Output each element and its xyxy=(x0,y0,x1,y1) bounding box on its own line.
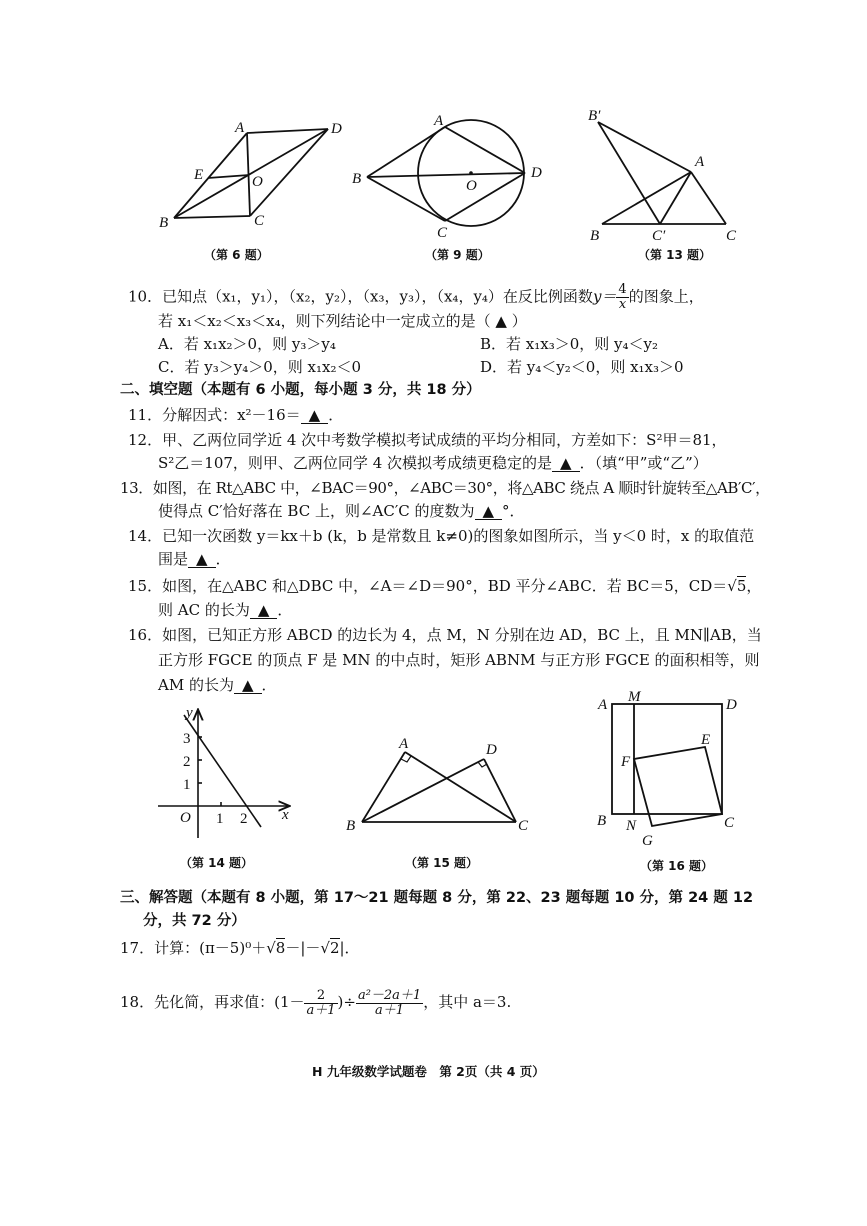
q10-option-d: D．若 y₄＜y₂＜0，则 x₁x₃＞0 xyxy=(480,358,684,376)
q15-sqrt-sign: √ xyxy=(727,577,737,595)
fig16-label-E: E xyxy=(701,732,711,748)
q18 xyxy=(120,985,511,1019)
q13-line1: 13．如图，在 Rt△ABC 中，∠BAC＝90°，∠ABC＝30°，将△ABC 绕点 A 顺时针旋转至△AB′C′， xyxy=(120,479,770,497)
q10-frac-num: 4 xyxy=(618,282,627,297)
q10-func-y: y＝ xyxy=(592,287,617,306)
fig6-label-C: C xyxy=(254,213,265,229)
q12-text-b: ．（填“甲”或“乙”） xyxy=(579,454,708,472)
q17-text-b: －|－ xyxy=(285,939,321,957)
fig16-label-N: N xyxy=(626,818,637,834)
q18-frac2-num: a²－2a＋1 xyxy=(357,987,422,1003)
q15-line2 xyxy=(158,600,292,620)
fig16-label-D: D xyxy=(726,697,737,713)
q11-answer-blank: ▲ xyxy=(301,407,329,424)
q12-text-a: S²乙＝107，则甲、乙两位同学 4 次模拟考成绩更稳定的是 xyxy=(158,454,553,472)
q13-text-a: 使得点 C′恰好落在 BC 上，则∠AC′C 的度数为 xyxy=(158,502,475,520)
q14-answer-blank: ▲ xyxy=(188,551,216,568)
section-3-heading-line2: 分，共 72 分） xyxy=(143,913,246,929)
q16-text-a: AM 的长为 xyxy=(158,676,234,694)
fig14-tick-y2: 2 xyxy=(183,754,191,770)
q10-fraction xyxy=(616,283,628,312)
section-3-heading-line1: 三、解答题（本题有 8 小题，第 17～21 题每题 8 分，第 22、23 题每题 10 分，第 24 题 12 xyxy=(120,890,754,906)
q16-text-b: ． xyxy=(261,676,277,694)
q16-line2: 正方形 FGCE 的顶点 F 是 MN 的中点时，矩形 ABNM 与正方形 FGCE 的面积相等，则 xyxy=(158,651,760,669)
q18-frac2-den: a＋1 xyxy=(375,1002,405,1018)
fig16-label-F: F xyxy=(621,754,631,770)
q12-answer-blank: ▲ xyxy=(552,455,580,472)
q17-text-a: 17．计算：(π－5)⁰＋ xyxy=(120,939,267,957)
fig6-label-D: D xyxy=(331,121,342,137)
q11-end: ． xyxy=(328,406,344,424)
fig16-label-M: M xyxy=(628,689,641,705)
q17-text-c: |． xyxy=(339,939,360,957)
q18-fraction-1 xyxy=(304,989,337,1018)
fig13-label-B: B xyxy=(590,228,600,244)
fig6-caption: （第 6 题） xyxy=(204,248,269,262)
q15-line1 xyxy=(128,574,761,598)
fig6-label-A: A xyxy=(235,120,245,136)
fig14-label-x: x xyxy=(282,807,289,823)
fig9-caption: （第 9 题） xyxy=(425,248,490,262)
q16-answer-blank: ▲ xyxy=(234,677,262,694)
q16-line3 xyxy=(158,675,277,695)
fig6-label-O: O xyxy=(252,174,263,190)
q12-line1: 12．甲、乙两位同学近 4 次中考数学模拟考试成绩的平均分相同，方差如下：S²甲＝81， xyxy=(128,431,727,449)
fig6-label-E: E xyxy=(194,167,204,183)
figure-16-squares xyxy=(590,688,750,849)
fig15-label-B: B xyxy=(346,818,356,834)
q11 xyxy=(128,405,343,425)
q17-sqrt8: 8 xyxy=(275,939,286,957)
q12-line2 xyxy=(158,453,708,473)
fig15-label-C: C xyxy=(518,818,529,834)
fig16-label-A: A xyxy=(598,697,608,713)
fig9-label-B: B xyxy=(352,171,362,187)
fig14-tick-y3: 3 xyxy=(183,731,191,747)
fig9-label-O: O xyxy=(466,178,477,194)
q10-option-b: B．若 x₁x₃＞0，则 y₄＜y₂ xyxy=(480,335,659,353)
q15-text-a: 15．如图，在△ABC 和△DBC 中，∠A＝∠D＝90°，BD 平分∠ABC．若 BC＝5，CD＝ xyxy=(128,577,728,595)
fig16-label-G: G xyxy=(642,833,653,849)
q10-option-c: C．若 y₃＞y₄＞0，则 x₁x₂＜0 xyxy=(158,358,362,376)
fig15-label-D: D xyxy=(486,742,497,758)
q10-stem-a: 10．已知点（x₁，y₁），（x₂，y₂），（x₃，y₃），（x₄，y₄）在反比例函数 xyxy=(128,287,593,306)
figure-6-parallelogram xyxy=(150,115,350,245)
fig14-tick-x2: 2 xyxy=(240,811,248,827)
q18-frac1-num: 2 xyxy=(304,989,337,1004)
fig13-label-C: C xyxy=(726,228,737,244)
q18-text-a: 18．先化简，再求值：(1－ xyxy=(120,993,305,1011)
q17-sqrt-sign-2: √ xyxy=(320,939,330,957)
figure-9-circle-kite xyxy=(345,105,555,245)
q15-text-d: ． xyxy=(277,601,293,619)
fig14-label-O: O xyxy=(180,810,191,826)
q10-line1 xyxy=(128,283,704,312)
fig14-tick-y1: 1 xyxy=(183,777,191,793)
fig15-label-A: A xyxy=(399,736,409,752)
fig14-caption: （第 14 题） xyxy=(180,856,254,870)
q13-text-b: °． xyxy=(502,502,525,520)
q17-sqrt2: 2 xyxy=(329,939,340,957)
q14-text-a: 围是 xyxy=(158,550,189,568)
q18-fraction-2 xyxy=(356,989,423,1018)
fig13-caption: （第 13 题） xyxy=(638,248,712,262)
fig15-caption: （第 15 题） xyxy=(405,856,479,870)
q18-text-b: )÷ xyxy=(337,993,356,1011)
fig9-label-A: A xyxy=(434,113,444,129)
q14-line1: 14．已知一次函数 y＝kx＋b (k，b 是常数且 k≠0)的图象如图所示，当 y＜0 时，x 的取值范 xyxy=(128,527,755,545)
q18-frac1-den: a＋1 xyxy=(306,1002,336,1018)
q15-answer-blank: ▲ xyxy=(250,602,278,619)
q16-line1: 16．如图，已知正方形 ABCD 的边长为 4，点 M，N 分别在边 AD，BC 上，且 MN∥AB，当 xyxy=(128,626,762,644)
figure-13-rotated-triangle xyxy=(580,100,750,245)
q10-line2: 若 x₁＜x₂＜x₃＜x₄，则下列结论中一定成立的是（ ▲ ） xyxy=(158,312,527,330)
fig14-tick-x1: 1 xyxy=(216,811,224,827)
fig14-label-y: y xyxy=(186,705,193,721)
q15-text-b: ， xyxy=(746,577,762,595)
fig6-label-B: B xyxy=(159,215,169,231)
section-2-heading: 二、填空题（本题有 6 小题，每小题 3 分，共 18 分） xyxy=(120,382,481,398)
q18-text-c: ，其中 a＝3. xyxy=(423,993,512,1011)
q10-frac-den: x xyxy=(618,297,627,312)
q10-stem-b: 的图象上， xyxy=(628,287,704,306)
fig13-label-Cprime: C′ xyxy=(652,228,666,244)
figure-14-line-graph xyxy=(150,703,300,843)
q14-text-b: ． xyxy=(215,550,231,568)
figure-15-two-right-triangles xyxy=(340,730,540,840)
fig9-label-C: C xyxy=(437,225,448,241)
fig16-label-C: C xyxy=(724,815,735,831)
q13-answer-blank: ▲ xyxy=(475,503,503,520)
fig16-label-B: B xyxy=(597,813,607,829)
fig16-caption: （第 16 题） xyxy=(640,859,714,873)
page-footer: H 九年级数学试题卷 第 2页（共 4 页） xyxy=(312,1064,545,1079)
q15-sqrt5: 5 xyxy=(736,577,747,595)
fig9-label-D: D xyxy=(531,165,542,181)
q10-option-a: A．若 x₁x₂＞0，则 y₃＞y₄ xyxy=(158,335,336,353)
q13-line2 xyxy=(158,501,525,521)
fig13-label-Bprime: B′ xyxy=(588,108,601,124)
fig13-label-A: A xyxy=(695,154,705,170)
q14-line2 xyxy=(158,549,231,569)
q15-text-c: 则 AC 的长为 xyxy=(158,601,250,619)
q17-sqrt-sign-1: √ xyxy=(266,939,276,957)
q11-text: 11．分解因式：x²－16＝ xyxy=(128,406,301,424)
q17 xyxy=(120,936,360,960)
